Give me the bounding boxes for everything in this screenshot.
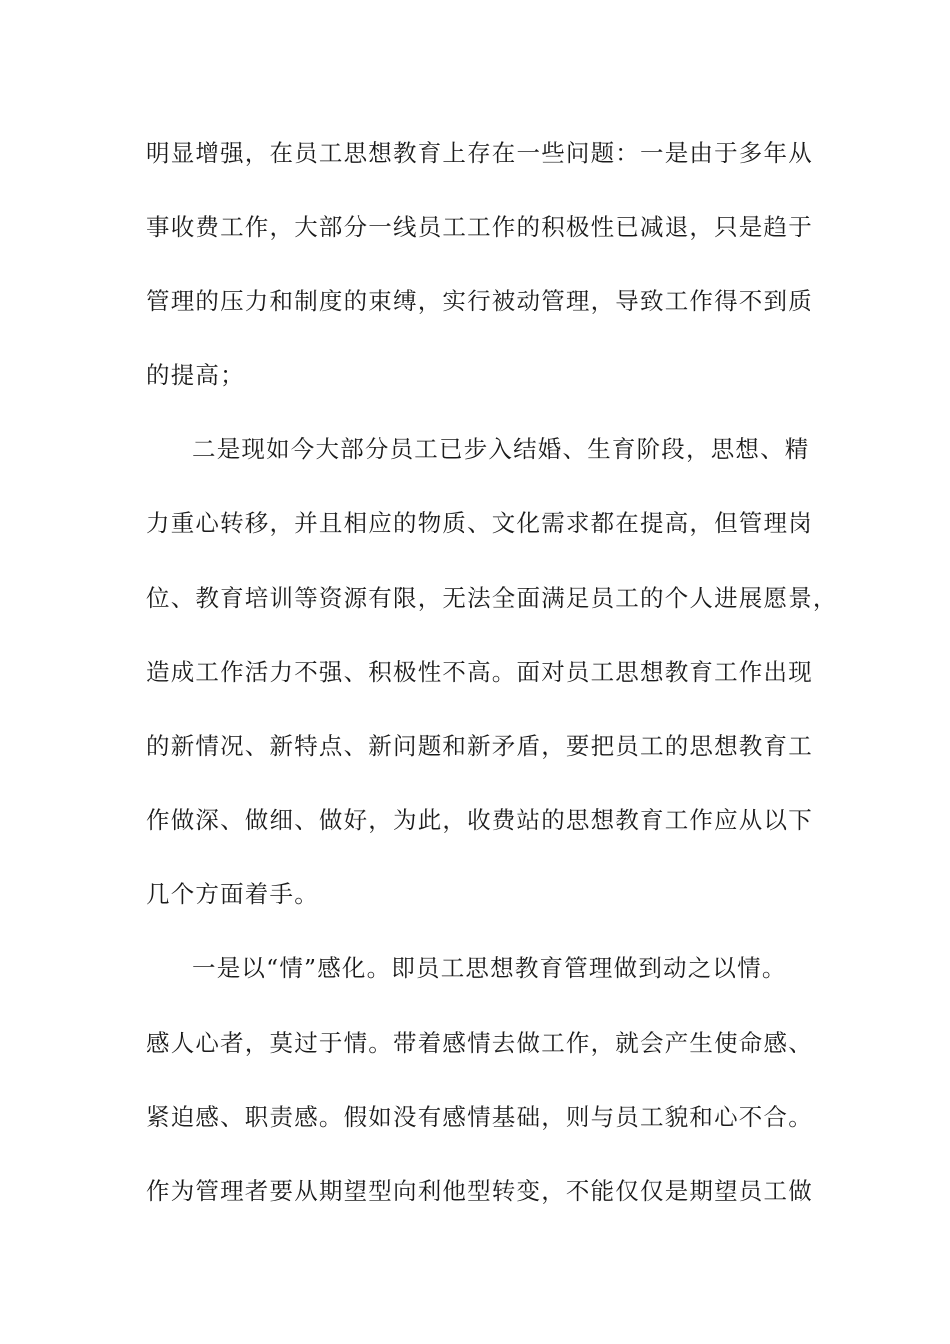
text-line: 造成工作活力不强、积极性不高。面对员工思想教育工作出现	[146, 658, 813, 686]
text-line: 的新情况、新特点、新问题和新矛盾，要把员工的思想教育工	[146, 732, 813, 760]
text-line: 几个方面着手。	[146, 880, 319, 908]
text-line: 事收费工作，大部分一线员工工作的积极性已减退，只是趋于	[146, 213, 813, 241]
paragraph-first-line: 二是现如今大部分员工已步入结婚、生育阶段，思想、精	[192, 435, 810, 463]
text-line: 位、教育培训等资源有限，无法全面满足员工的个人进展愿景，	[146, 584, 838, 612]
paragraph-first-line: 一是以“情”感化。即员工思想教育管理做到动之以情。	[192, 954, 787, 982]
text-line: 感人心者，莫过于情。带着感情去做工作，就会产生使命感、	[146, 1029, 813, 1057]
text-line: 的提高；	[146, 361, 245, 389]
text-line: 作为管理者要从期望型向利他型转变，不能仅仅是期望员工做	[146, 1177, 813, 1205]
text-line: 作做深、做细、做好，为此，收费站的思想教育工作应从以下	[146, 806, 813, 834]
text-line: 管理的压力和制度的束缚，实行被动管理，导致工作得不到质	[146, 287, 813, 315]
text-line: 紧迫感、职责感。假如没有感情基础，则与员工貌和心不合。	[146, 1103, 813, 1131]
text-line: 明显增强，在员工思想教育上存在一些问题：一是由于多年从	[146, 139, 813, 167]
text-line: 力重心转移，并且相应的物质、文化需求都在提高，但管理岗	[146, 509, 813, 537]
